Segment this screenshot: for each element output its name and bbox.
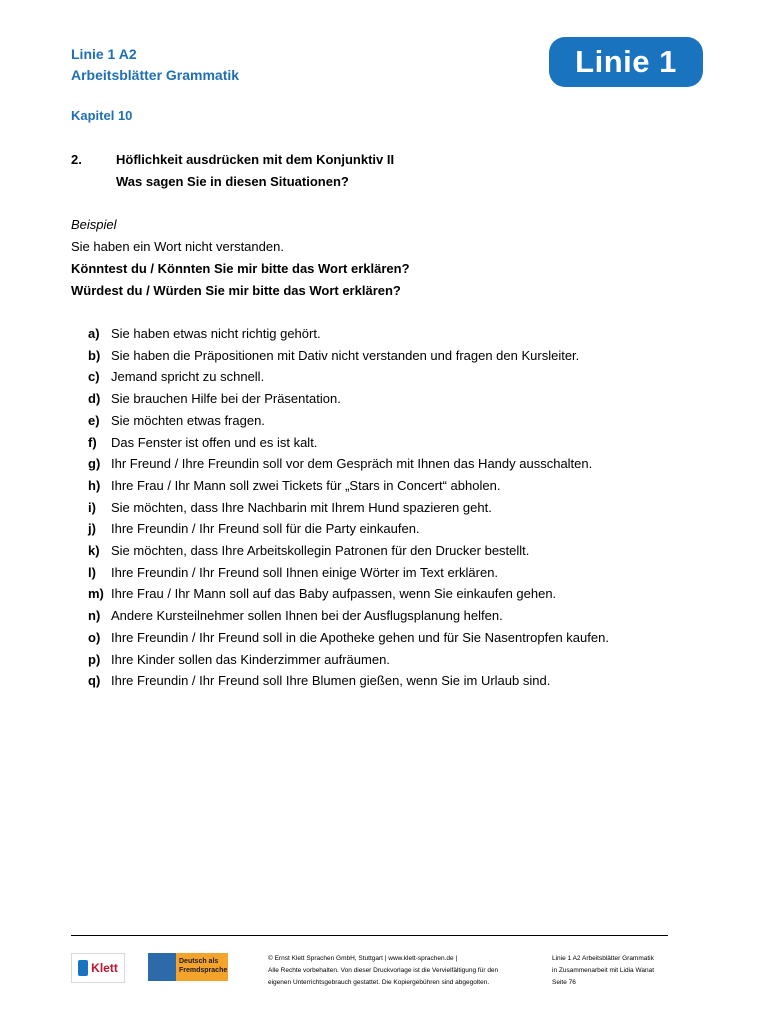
- item-letter: c): [88, 369, 100, 385]
- item-text: Sie haben die Präpositionen mit Dativ nicht verstanden und fragen den Kursleiter.: [111, 347, 580, 363]
- list-item: [0, 543, 768, 563]
- item-text: Ihre Frau / Ihr Mann soll zwei Tickets für „Stars in Concert“ abholen.: [111, 477, 501, 493]
- footer-divider: [71, 935, 668, 936]
- item-letter: p): [88, 651, 101, 667]
- klett-mark-icon: [78, 960, 88, 976]
- item-text: Sie haben etwas nicht richtig gehört.: [111, 326, 321, 341]
- task-number: 2.: [71, 152, 82, 167]
- item-letter: i): [88, 499, 96, 515]
- list-item: [0, 673, 768, 693]
- list-item: [0, 565, 768, 585]
- copyright-line: eigenen Unterrichtsgebrauch gestattet. Die Kopiergebühren sind abgegolten.: [268, 979, 490, 986]
- page-number: Seite 76: [552, 979, 576, 986]
- item-text: Sie brauchen Hilfe bei der Präsentation.: [111, 391, 341, 407]
- item-text: Sie möchten etwas fragen.: [111, 412, 265, 428]
- list-item: [0, 326, 768, 346]
- example-situation: Sie haben ein Wort nicht verstanden.: [71, 239, 284, 254]
- item-text: Ihre Freundin / Ihr Freund soll für die Party einkaufen.: [111, 521, 420, 537]
- book-info-line: in Zusammenarbeit mit Lidia Wanat: [552, 967, 654, 974]
- example-answer-2: Würdest du / Würden Sie mir bitte das Wort erklären?: [71, 283, 401, 298]
- klett-logo-text: Klett: [91, 961, 118, 975]
- task-title: Höflichkeit ausdrücken mit dem Konjunktiv II: [116, 152, 395, 167]
- list-item: [0, 369, 768, 389]
- item-text: Ihre Kinder sollen das Kinderzimmer aufräumen.: [111, 651, 390, 667]
- item-letter: l): [88, 564, 96, 580]
- footer-copyright: [268, 953, 538, 989]
- item-text: Ihre Frau / Ihr Mann soll auf das Baby aufpassen, wenn Sie einkaufen gehen.: [111, 586, 557, 602]
- copyright-line: Alle Rechte vorbehalten. Von dieser Druckvorlage ist die Vervielfältigung für den: [268, 967, 499, 974]
- list-item: [0, 391, 768, 411]
- item-text: Ihr Freund / Ihre Freundin soll vor dem Gespräch mit Ihnen das Handy ausschalten.: [111, 456, 593, 472]
- item-letter: h): [88, 477, 101, 493]
- item-letter: d): [88, 391, 101, 407]
- item-letter: q): [88, 673, 101, 689]
- item-letter: j): [88, 521, 96, 537]
- item-text: Sie möchten, dass Ihre Arbeitskollegin Patronen für den Drucker bestellt.: [111, 543, 530, 558]
- item-text: Andere Kursteilnehmer sollen Ihnen bei der Ausflugsplanung helfen.: [111, 608, 503, 624]
- item-letter: k): [88, 543, 100, 558]
- list-item: [0, 413, 768, 433]
- list-item: [0, 652, 768, 672]
- list-item: [0, 435, 768, 455]
- list-item: [0, 478, 768, 498]
- copyright-line: © Ernst Klett Sprachen GmbH, Stuttgart | www.klett-sprachen.de |: [268, 955, 458, 962]
- item-letter: n): [88, 608, 101, 624]
- list-item: [0, 521, 768, 541]
- list-item: [0, 608, 768, 628]
- list-item: [0, 348, 768, 368]
- item-letter: m): [88, 586, 104, 602]
- task-question: Was sagen Sie in diesen Situationen?: [116, 174, 349, 189]
- example-label: Beispiel: [71, 217, 117, 232]
- daf-logo: [148, 953, 228, 981]
- list-item: [0, 586, 768, 606]
- header-subtitle: Arbeitsblätter Grammatik: [71, 67, 240, 83]
- item-text: Ihre Freundin / Ihr Freund soll in die Apotheke gehen und für Sie Nasentropfen kaufen.: [111, 629, 609, 645]
- list-item: [0, 630, 768, 650]
- list-item: [0, 500, 768, 520]
- item-letter: g): [88, 456, 101, 472]
- example-answer-1: Könntest du / Könnten Sie mir bitte das Wort erklären?: [71, 261, 410, 276]
- item-text: Ihre Freundin / Ihr Freund soll Ihnen einige Wörter im Text erklären.: [111, 564, 499, 580]
- item-text: Jemand spricht zu schnell.: [111, 369, 265, 385]
- list-item: [0, 456, 768, 476]
- book-info-line: Linie 1 A2 Arbeitsblätter Grammatik: [552, 955, 654, 962]
- item-letter: b): [88, 347, 101, 363]
- header-title: Linie 1 A2: [71, 46, 137, 62]
- item-letter: a): [88, 326, 100, 341]
- item-letter: o): [88, 629, 101, 645]
- footer-book-info: [552, 953, 672, 989]
- logo-text: Linie 1: [575, 44, 677, 79]
- item-text: Sie möchten, dass Ihre Nachbarin mit Ihrem Hund spazieren geht.: [111, 499, 492, 515]
- item-text: Ihre Freundin / Ihr Freund soll Ihre Blumen gießen, wenn Sie im Urlaub sind.: [111, 673, 551, 689]
- daf-logo-text: Deutsch als Fremdsprache: [176, 953, 228, 981]
- daf-logo-square: [148, 953, 176, 981]
- item-letter: f): [88, 434, 97, 450]
- chapter-heading: Kapitel 10: [71, 108, 133, 123]
- klett-logo: [71, 953, 125, 983]
- item-text: Das Fenster ist offen und es ist kalt.: [111, 434, 318, 450]
- item-letter: e): [88, 412, 100, 428]
- linie1-logo: [549, 37, 703, 87]
